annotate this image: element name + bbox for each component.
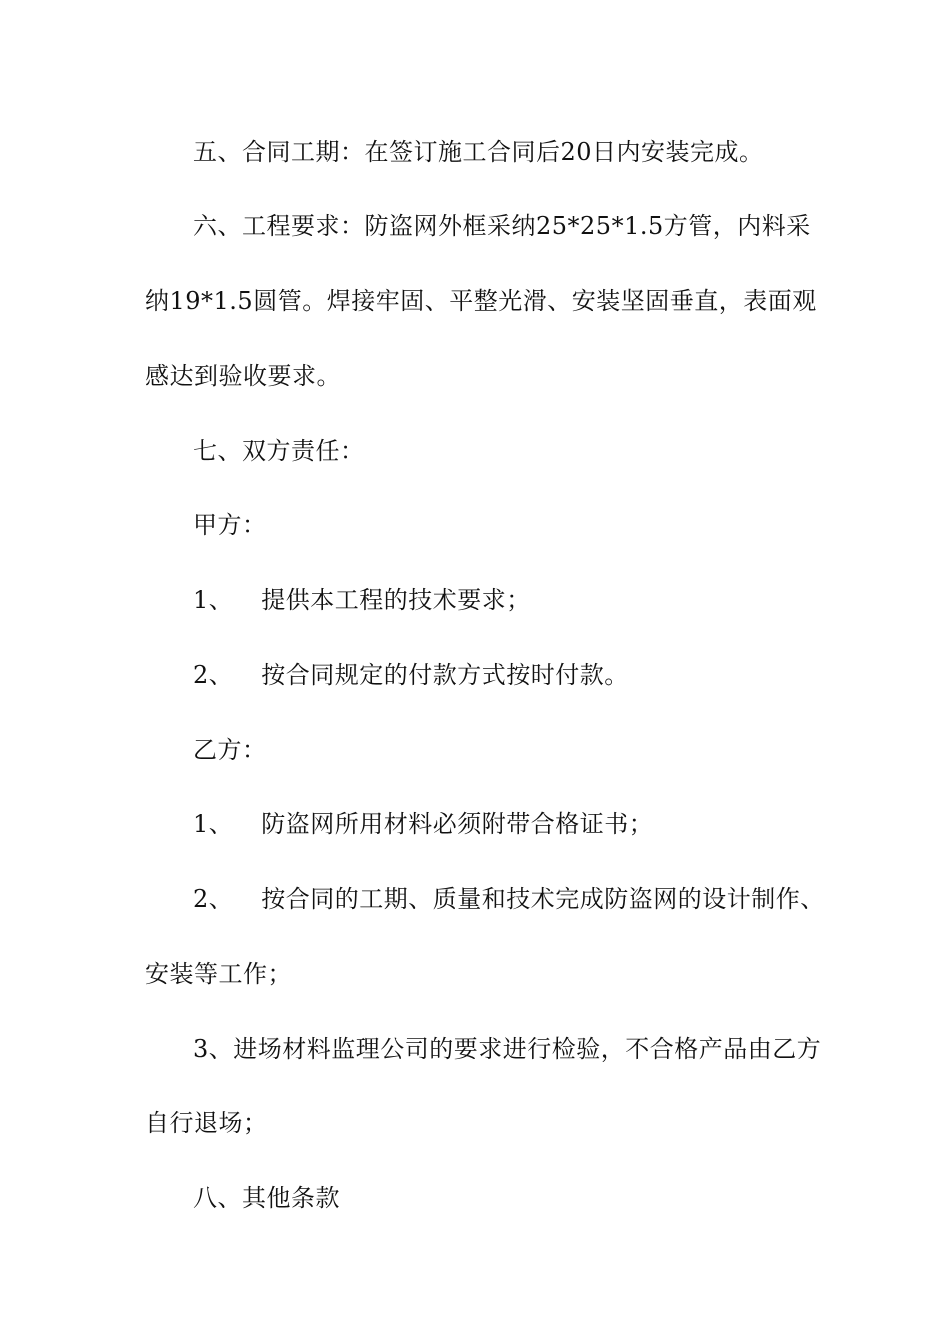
item-number: 1、 bbox=[193, 810, 234, 838]
party-b-item-2-line-1 bbox=[193, 884, 825, 914]
party-a-item-1 bbox=[193, 585, 531, 615]
party-a-heading: 甲方： bbox=[193, 511, 267, 539]
party-a-item-2 bbox=[193, 660, 629, 690]
party-b-item-2-line-2: 安装等工作； bbox=[145, 960, 292, 988]
party-b-item-1 bbox=[193, 809, 653, 839]
item-number: 2、 bbox=[193, 885, 234, 913]
clause-5-construction-period: 五、合同工期：在签订施工合同后20日内安装完成。 bbox=[193, 138, 764, 166]
item-number: 2、 bbox=[193, 661, 234, 689]
clause-6-requirements-line-2: 纳19*1.5圆管。焊接牢固、平整光滑、安装坚固垂直，表面观 bbox=[145, 287, 817, 315]
party-b-item-3-line-2: 自行退场； bbox=[145, 1109, 268, 1137]
item-text: 按合同规定的付款方式按时付款。 bbox=[261, 661, 629, 689]
party-b-item-3-line-1: 3、进场材料监理公司的要求进行检验，不合格产品由乙方 bbox=[193, 1035, 822, 1063]
item-text: 提供本工程的技术要求； bbox=[261, 586, 531, 614]
item-text: 按合同的工期、质量和技术完成防盗网的设计制作、 bbox=[261, 885, 825, 913]
clause-6-requirements-line-1: 六、工程要求：防盗网外框采纳25*25*1.5方管，内料采 bbox=[193, 212, 811, 240]
party-b-heading: 乙方： bbox=[193, 736, 267, 764]
clause-6-requirements-line-3: 感达到验收要求。 bbox=[145, 362, 341, 390]
item-number: 1、 bbox=[193, 586, 234, 614]
item-text: 防盗网所用材料必须附带合格证书； bbox=[261, 810, 654, 838]
clause-7-heading: 七、双方责任： bbox=[193, 437, 365, 465]
clause-8-heading: 八、其他条款 bbox=[193, 1184, 340, 1212]
